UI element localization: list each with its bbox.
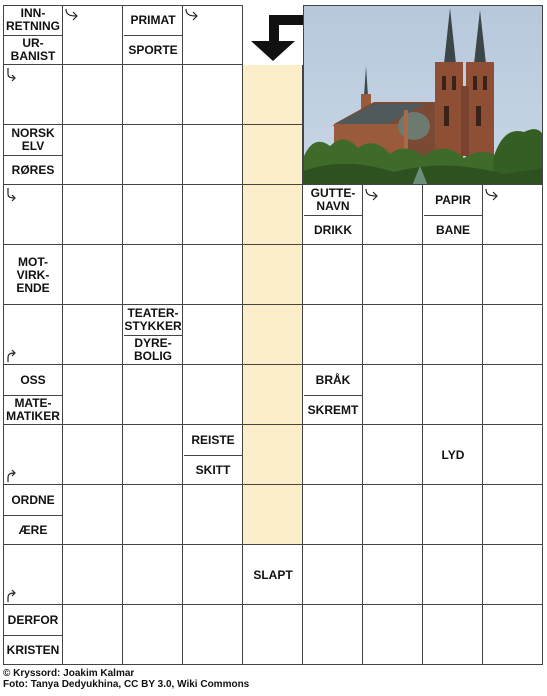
grid-cell[interactable] bbox=[483, 245, 543, 305]
grid-cell[interactable] bbox=[63, 425, 123, 485]
grid-cell[interactable] bbox=[183, 485, 243, 545]
clue-divider bbox=[184, 455, 242, 456]
grid-cell[interactable] bbox=[483, 425, 543, 485]
grid-cell[interactable] bbox=[183, 185, 243, 245]
clue-c11 bbox=[3, 395, 63, 425]
grid-cell[interactable] bbox=[363, 545, 423, 605]
arrow-up-right-icon bbox=[5, 467, 21, 483]
grid-cell[interactable] bbox=[63, 605, 123, 665]
grid-cell[interactable] bbox=[123, 605, 183, 665]
arrow-up-right-icon bbox=[5, 347, 21, 363]
clue-text: DYRE- BOLIG bbox=[134, 336, 172, 363]
clue-c24 bbox=[303, 395, 363, 425]
clue-c9 bbox=[123, 335, 183, 365]
grid-cell[interactable] bbox=[63, 125, 123, 185]
grid-cell[interactable] bbox=[63, 545, 123, 605]
clue-c1 bbox=[3, 5, 63, 35]
clue-c21 bbox=[423, 185, 483, 215]
clue-c2 bbox=[3, 35, 63, 65]
clue-divider bbox=[4, 35, 62, 36]
clue-text: SKREMT bbox=[307, 402, 359, 417]
clue-text: NORSK ELV bbox=[11, 126, 55, 153]
clue-text: KRISTEN bbox=[6, 642, 60, 657]
clue-c22 bbox=[423, 215, 483, 245]
clue-c18 bbox=[3, 635, 63, 665]
credits bbox=[3, 668, 249, 690]
clue-c4 bbox=[123, 35, 183, 65]
grid-cell[interactable] bbox=[423, 545, 483, 605]
clue-c25 bbox=[423, 425, 483, 485]
grid-cell[interactable] bbox=[243, 65, 303, 125]
grid-cell[interactable] bbox=[123, 185, 183, 245]
grid-cell[interactable] bbox=[303, 305, 363, 365]
grid-cell[interactable] bbox=[183, 605, 243, 665]
clue-c15 bbox=[3, 515, 63, 545]
clue-divider bbox=[124, 35, 182, 36]
grid-cell[interactable] bbox=[303, 485, 363, 545]
clue-text: INN- RETNING bbox=[6, 6, 60, 33]
grid-cell[interactable] bbox=[303, 545, 363, 605]
clue-divider bbox=[4, 635, 62, 636]
grid-cell[interactable] bbox=[123, 125, 183, 185]
clue-c7 bbox=[3, 245, 63, 305]
arrow-down-right-icon bbox=[5, 187, 21, 203]
grid-cell[interactable] bbox=[363, 305, 423, 365]
grid-cell[interactable] bbox=[123, 545, 183, 605]
arrow-down-right-icon bbox=[5, 67, 21, 83]
grid-cell[interactable] bbox=[483, 365, 543, 425]
clue-text: LYD bbox=[441, 447, 465, 462]
clue-c17 bbox=[3, 605, 63, 635]
grid-cell[interactable] bbox=[483, 545, 543, 605]
arrow-right-down-icon bbox=[184, 7, 200, 23]
clue-c10 bbox=[3, 365, 63, 395]
clue-text: DRIKK bbox=[314, 222, 352, 237]
clue-text: RØRES bbox=[11, 162, 55, 177]
big-arrow-down-icon bbox=[249, 13, 305, 63]
credit-crossword: © Kryssord: Joakim Kalmar bbox=[3, 668, 135, 679]
clue-text: BANE bbox=[435, 222, 470, 237]
grid-cell[interactable] bbox=[303, 605, 363, 665]
grid-cell[interactable] bbox=[183, 365, 243, 425]
grid-cell[interactable] bbox=[243, 305, 303, 365]
clue-text: REISTE bbox=[191, 432, 235, 447]
grid-cell[interactable] bbox=[483, 605, 543, 665]
clue-divider bbox=[4, 395, 62, 396]
arrow-right-down-icon bbox=[484, 187, 500, 203]
grid-cell[interactable] bbox=[423, 605, 483, 665]
grid-cell[interactable] bbox=[483, 305, 543, 365]
clue-c3 bbox=[123, 5, 183, 35]
grid-cell[interactable] bbox=[63, 185, 123, 245]
clue-divider bbox=[124, 335, 182, 336]
grid-cell[interactable] bbox=[63, 305, 123, 365]
grid-cell[interactable] bbox=[243, 185, 303, 245]
clue-divider bbox=[4, 515, 62, 516]
clue-c14 bbox=[3, 485, 63, 515]
grid-cell[interactable] bbox=[243, 125, 303, 185]
clue-text: MATE- MATIKER bbox=[6, 396, 60, 423]
grid-cell[interactable] bbox=[183, 545, 243, 605]
grid-cell[interactable] bbox=[363, 485, 423, 545]
grid-cell[interactable] bbox=[123, 65, 183, 125]
arrow-right-down-icon bbox=[364, 187, 380, 203]
grid-cell[interactable] bbox=[63, 485, 123, 545]
grid-cell[interactable] bbox=[363, 245, 423, 305]
grid-cell[interactable] bbox=[63, 365, 123, 425]
clue-text: SPORTE bbox=[128, 42, 178, 57]
grid-cell[interactable] bbox=[243, 425, 303, 485]
crossword-grid bbox=[3, 5, 543, 665]
clue-c20 bbox=[303, 215, 363, 245]
grid-cell[interactable] bbox=[363, 425, 423, 485]
grid-cell[interactable] bbox=[123, 485, 183, 545]
clue-c16 bbox=[243, 545, 303, 605]
clue-text: SLAPT bbox=[253, 567, 293, 582]
grid-cell[interactable] bbox=[243, 605, 303, 665]
clue-c23 bbox=[303, 365, 363, 395]
arrow-up-right-icon bbox=[5, 587, 21, 603]
clue-divider bbox=[4, 155, 62, 156]
clue-text: PRIMAT bbox=[130, 12, 176, 27]
grid-cell[interactable] bbox=[243, 485, 303, 545]
clue-text: ÆRE bbox=[18, 522, 48, 537]
clue-text: UR- BANIST bbox=[10, 36, 56, 63]
clue-c5 bbox=[3, 125, 63, 155]
clue-c12 bbox=[183, 425, 243, 455]
grid-cell[interactable] bbox=[423, 245, 483, 305]
clue-text: ORDNE bbox=[11, 492, 55, 507]
grid-cell[interactable] bbox=[183, 125, 243, 185]
clue-c8 bbox=[123, 305, 183, 335]
grid-cell[interactable] bbox=[183, 305, 243, 365]
clue-divider bbox=[304, 395, 362, 396]
grid-cell[interactable] bbox=[63, 65, 123, 125]
clue-text: GUTTE- NAVN bbox=[310, 186, 356, 213]
grid-cell[interactable] bbox=[123, 245, 183, 305]
arrow-right-down-icon bbox=[64, 7, 80, 23]
cathedral-photo bbox=[303, 5, 543, 185]
clue-c6 bbox=[3, 155, 63, 185]
clue-text: DERFOR bbox=[7, 612, 59, 627]
grid-cell[interactable] bbox=[423, 365, 483, 425]
grid-cell[interactable] bbox=[123, 425, 183, 485]
clue-text: OSS bbox=[20, 372, 46, 387]
clue-text: BRÅK bbox=[315, 372, 351, 387]
clue-text: MOT- VIRK- ENDE bbox=[16, 254, 50, 295]
credit-photo: Foto: Tanya Dedyukhina, CC BY 3.0, Wiki Commons bbox=[3, 679, 250, 690]
clue-c13 bbox=[183, 455, 243, 485]
clue-text: TEATER- STYKKER bbox=[124, 306, 182, 333]
clue-divider bbox=[424, 215, 482, 216]
grid-cell[interactable] bbox=[483, 485, 543, 545]
clue-text: PAPIR bbox=[435, 192, 471, 207]
clue-c19 bbox=[303, 185, 363, 215]
grid-cell[interactable] bbox=[183, 245, 243, 305]
grid-cell[interactable] bbox=[423, 305, 483, 365]
grid-cell[interactable] bbox=[363, 605, 423, 665]
grid-cell[interactable] bbox=[303, 245, 363, 305]
grid-cell[interactable] bbox=[423, 485, 483, 545]
grid-cell[interactable] bbox=[123, 365, 183, 425]
grid-cell[interactable] bbox=[63, 245, 123, 305]
clue-text: SKITT bbox=[195, 462, 231, 477]
grid-cell[interactable] bbox=[243, 365, 303, 425]
grid-cell[interactable] bbox=[363, 365, 423, 425]
grid-cell[interactable] bbox=[303, 425, 363, 485]
grid-cell[interactable] bbox=[183, 65, 243, 125]
grid-cell[interactable] bbox=[243, 245, 303, 305]
clue-divider bbox=[304, 215, 362, 216]
